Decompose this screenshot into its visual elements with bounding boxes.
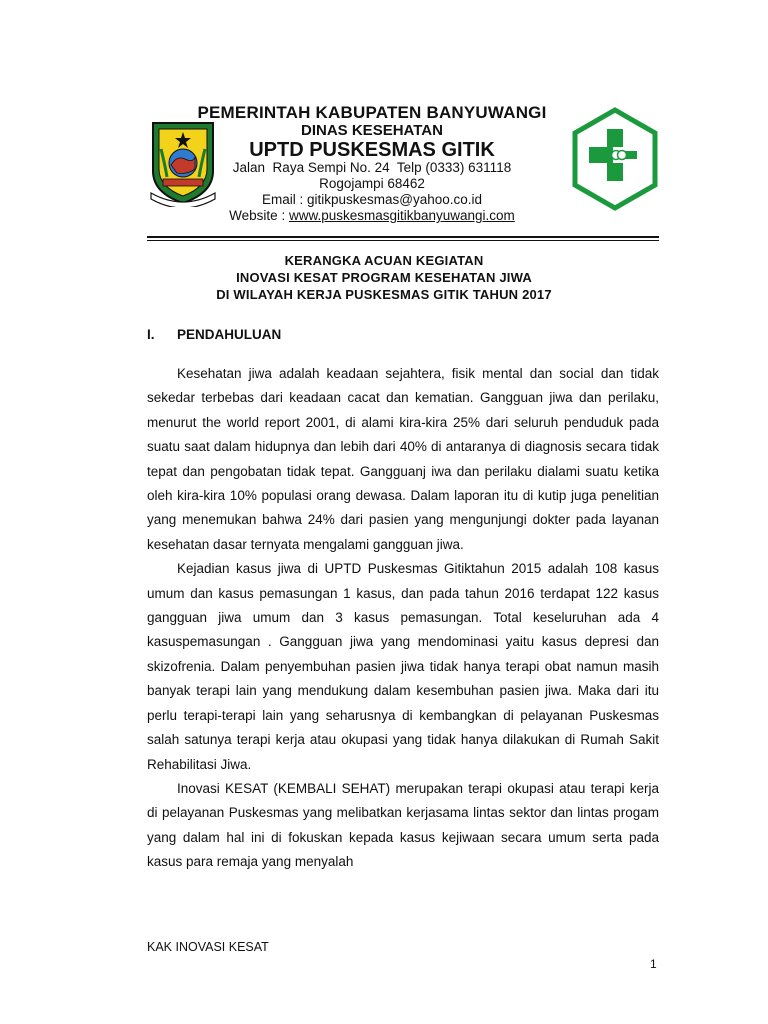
section-title: PENDAHULUAN [177,327,282,342]
letterhead-divider-thin [147,240,659,241]
letterhead-website-line [0,208,756,224]
letterhead-department: DINAS KESEHATAN [301,122,443,139]
title-line-1: KERANGKA ACUAN KEGIATAN [284,253,484,268]
letterhead-contact [0,160,756,224]
section-number: I. [147,327,155,342]
footer-label: KAK INOVASI KESAT [147,940,269,954]
paragraph: Inovasi KESAT (KEMBALI SEHAT) merupakan terapi okupasi atau terapi kerja di pelayanan Puskesmas yang melibatkan kerjasama lintas sektor dan lintas progam yang dalam hal ini di fokuskan kepada kasus kejiwaan secara umum serta pada kasus para remaja yang menyalah [147,780,659,870]
letterhead-email: Email : gitikpuskesmas@yahoo.co.id [261,192,483,207]
title-line-3: DI WILAYAH KERJA PUSKESMAS GITIK TAHUN 2017 [216,287,552,302]
letterhead-divider [147,236,659,238]
body-text [147,362,659,875]
title-line-2: INOVASI KESAT PROGRAM KESEHATAN JIWA [236,270,532,285]
letterhead-address: Jalan Raya Sempi No. 24 Telp (0333) 631118 [232,160,512,175]
website-link[interactable]: www.puskesmasgitikbanyuwangi.com [288,208,515,223]
letterhead-government: PEMERINTAH KABUPATEN BANYUWANGI [197,103,547,122]
paragraph: Kesehatan jiwa adalah keadaan sejahtera, fisik mental dan social dan tidak sekedar terbebas dari keadaan cacat dan kematian. Gangguan jiwa dan perilaku, menurut the world report 2001, di alami kira-kira 25% dari seluruh penduduk pada suatu saat dalam hidupnya dan lebih dari 40% di antaranya di diagnosis secara tidak tepat dan pengobatan tidak tepat. Gangguanj iwa dan perilaku dialami suatu ketika oleh kira-kira 10% populasi orang dewasa. Dalam laporan itu di kutip juga penelitian yang menemukan bahwa 24% dari pasien yang mengunjungi dokter pada layanan kesehatan dasar ternyata mengalami gangguan jiwa. [147,366,659,552]
letterhead-district: Rogojampi 68462 [319,176,425,191]
document-title [0,252,768,303]
paragraph: Kejadian kasus jiwa di UPTD Puskesmas Gitiktahun 2015 adalah 108 kasus umum dan kasus pemasungan 1 kasus, dan pada tahun 2016 terdapat 122 kasus gangguan jiwa umum dan 3 kasus pemasungan. Total keseluruhan ada 4 kasuspemasungan . Gangguan jiwa yang mendominasi yaitu kasus depresi dan skizofrenia. Dalam penyembuhan pasien jiwa tidak hanya terapi obat namun masih banyak terapi lain yang mendukung dalam kesembuhan pasien jiwa. Maka dari itu perlu terapi-terapi lain yang seharusnya di kembangkan di pelayanan Puskesmas salah satunya terapi kerja atau okupasi yang tidak hanya dilakukan di Rumah Sakit Rehabilitasi Jiwa. [147,561,659,772]
letterhead-institution: UPTD PUSKESMAS GITIK [249,139,495,161]
page-number: 1 [650,957,657,971]
website-label: Website : [229,208,289,223]
